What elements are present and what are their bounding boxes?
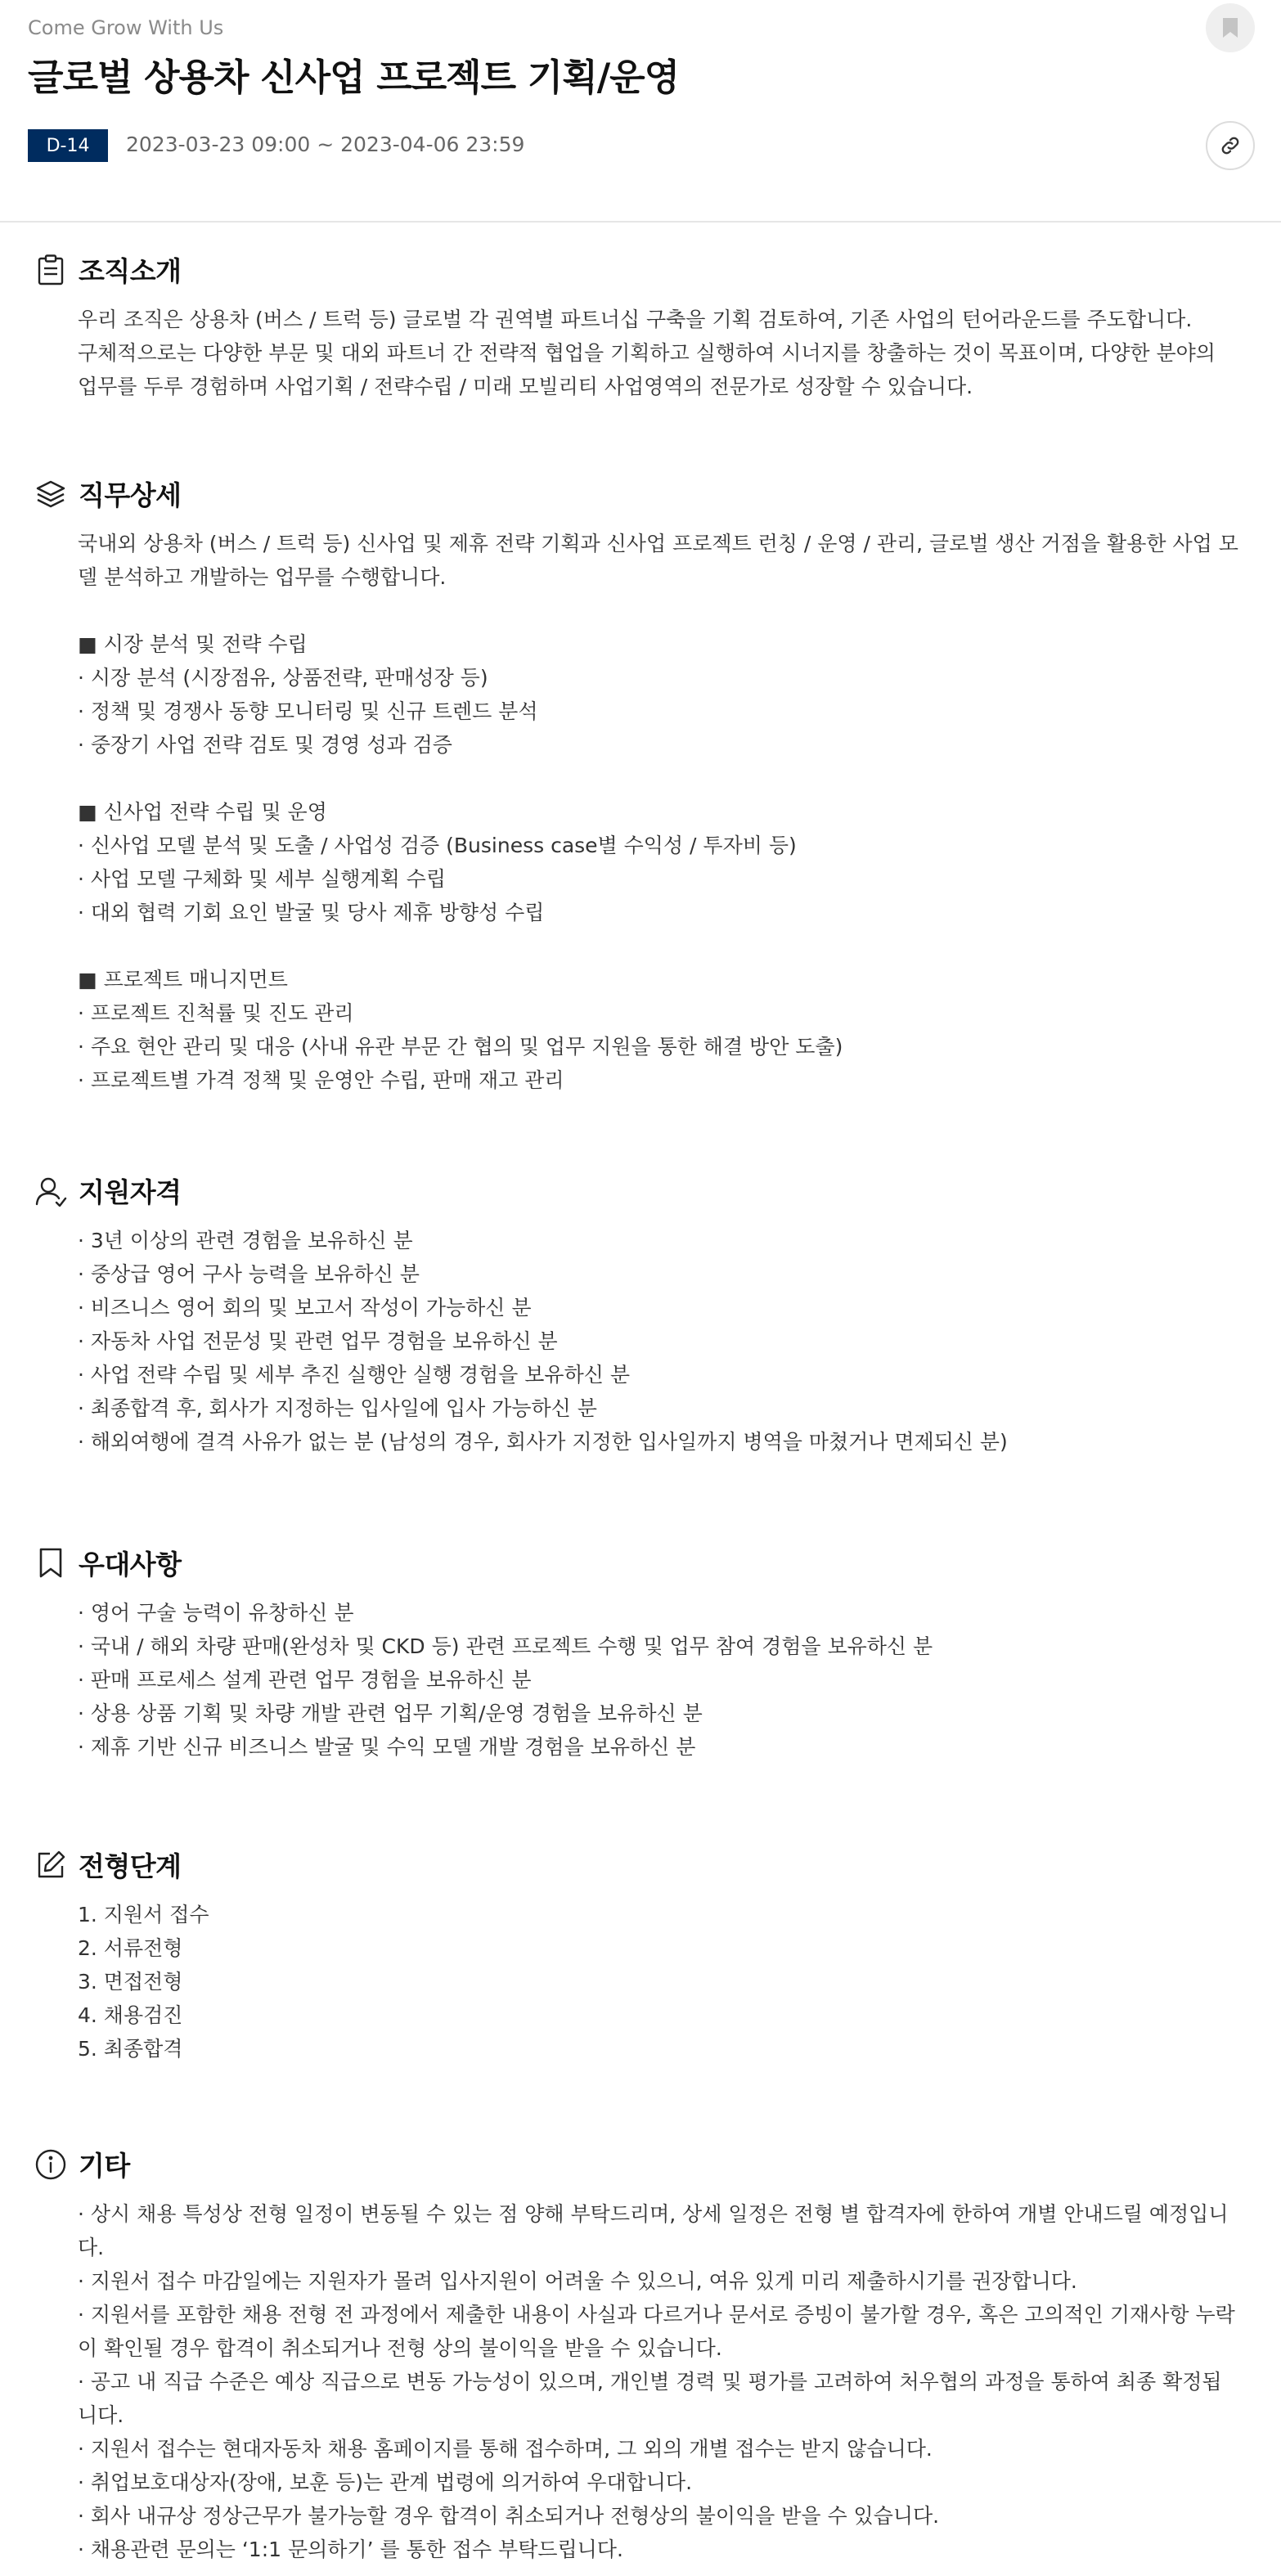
application-period: 2023-03-23 09:00 ~ 2023-04-06 23:59: [126, 133, 525, 156]
list-item: · 영어 구술 능력이 유창하신 분: [78, 1601, 354, 1625]
section-title: 직무상세: [79, 479, 182, 511]
section-body: [78, 2197, 1239, 2566]
list-item: · 중장기 사업 전략 검토 및 경영 성과 검증: [78, 733, 452, 757]
list-item: 3. 면접전형: [78, 1970, 183, 1994]
list-item: · 정책 및 경쟁사 동향 모니터링 및 신규 트렌드 분석: [78, 699, 538, 723]
list-item: 4. 채용검진: [78, 2003, 183, 2027]
list-item: · 공고 내 직급 수준은 예상 직급으로 변동 가능성이 있으며, 개인별 경력 및 평가를 고려하여 처우협의 과정을 통하여 최종 확정됩니다.: [78, 2370, 1222, 2427]
list-item: · 중상급 영어 구사 능력을 보유하신 분: [78, 1262, 420, 1286]
list-item: · 지원서 접수 마감일에는 지원자가 몰려 입사지원이 어려울 수 있으니, 여유 있게 미리 제출하시기를 권장합니다.: [78, 2269, 1077, 2293]
paragraph: 우리 조직은 상용차 (버스 / 트럭 등) 글로벌 각 권역별 파트너십 구축을 기획 검토하여, 기존 사업의 턴어라운드를 주도합니다.: [78, 308, 1193, 331]
task-list: [78, 829, 1239, 929]
section-body: [78, 1596, 1239, 1764]
step-list: [78, 1898, 1239, 2066]
list-item: · 취업보호대상자(장애, 보훈 등)는 관계 법령에 의거하여 우대합니다.: [78, 2470, 693, 2494]
list-item: · 비즈니스 영어 회의 및 보고서 작성이 가능하신 분: [78, 1296, 532, 1319]
paragraph: 구체적으로는 다양한 부문 및 대외 파트너 간 전략적 협업을 기획하고 실행하여 시너지를 창출하는 것이 목표이며, 다양한 분야의 업무를 두루 경험하며 사업기획 / 전략수립 / 미래 모빌리티 사업영역의 전문가로 성장할 수 있습니다.: [78, 341, 1216, 398]
bookmark-outline-icon: [33, 1545, 69, 1581]
notice-list: [78, 2197, 1239, 2566]
list-item: · 시장 분석 (시장점유, 상품전략, 판매성장 등): [78, 666, 488, 690]
subsection-heading: ■ 시장 분석 및 전략 수립: [78, 632, 308, 656]
section-header: [33, 1171, 182, 1210]
bookmark-button[interactable]: [1206, 3, 1255, 52]
subsection-heading: ■ 프로젝트 매니지먼트: [78, 968, 288, 991]
copy-link-button[interactable]: [1206, 121, 1255, 170]
list-item: · 제휴 기반 신규 비즈니스 발굴 및 수익 모델 개발 경험을 보유하신 분: [78, 1735, 696, 1759]
person-icon: [33, 1173, 69, 1209]
info-icon: [33, 2147, 69, 2183]
page-title: 글로벌 상용차 신사업 프로젝트 기획/운영: [28, 56, 680, 99]
list-item: · 사업 모델 구체화 및 세부 실행계획 수립: [78, 867, 446, 891]
list-item: · 사업 전략 수립 및 세부 추진 실행안 실행 경험을 보유하신 분: [78, 1363, 630, 1387]
section-header: [33, 1845, 182, 1884]
task-list: [78, 996, 1239, 1097]
edit-icon: [33, 1847, 69, 1883]
list-item: · 지원서를 포함한 채용 전형 전 과정에서 제출한 내용이 사실과 다르거나 문서로 증빙이 불가할 경우, 혹은 고의적인 기재사항 누락이 확인될 경우 합격이 취소되거나 전형 상의 불이익을 받을 수 있습니다.: [78, 2303, 1235, 2360]
link-icon: [1219, 134, 1242, 157]
section-title: 기타: [79, 2150, 130, 2182]
list-item: · 해외여행에 결격 사유가 없는 분 (남성의 경우, 회사가 지정한 입사일까지 병역을 마쳤거나 면제되신 분): [78, 1430, 1008, 1454]
clipboard-icon: [33, 252, 69, 288]
list-item: · 주요 현안 관리 및 대응 (사내 유관 부문 간 협의 및 업무 지원을 통한 해결 방안 도출): [78, 1035, 843, 1059]
list-item: · 자동차 사업 전문성 및 관련 업무 경험을 보유하신 분: [78, 1329, 558, 1353]
section-header: [33, 1544, 182, 1582]
task-list: [78, 661, 1239, 762]
list-item: · 국내 / 해외 차량 판매(완성차 및 CKD 등) 관련 프로젝트 수행 및 업무 참여 경험을 보유하신 분: [78, 1634, 933, 1658]
list-item: 2. 서류전형: [78, 1936, 183, 1960]
list-item: · 채용관련 문의는 ‘1:1 문의하기’ 를 통한 접수 부탁드립니다.: [78, 2538, 623, 2561]
list-item: · 판매 프로세스 설계 관련 업무 경험을 보유하신 분: [78, 1668, 532, 1692]
section-header: [33, 2145, 130, 2183]
list-item: · 프로젝트 진척률 및 진도 관리: [78, 1001, 354, 1025]
preference-list: [78, 1596, 1239, 1764]
section-header: [33, 474, 182, 513]
paragraph: 국내외 상용차 (버스 / 트럭 등) 신사업 및 제휴 전략 기획과 신사업 프로젝트 런칭 / 운영 / 관리, 글로벌 생산 거점을 활용한 사업 모델 분석하고 개발하는 업무를 수행합니다.: [78, 532, 1238, 589]
list-item: 1. 지원서 접수: [78, 1903, 209, 1926]
list-item: · 대외 협력 기회 요인 발굴 및 당사 제휴 방향성 수립: [78, 901, 545, 924]
list-item: · 3년 이상의 관련 경험을 보유하신 분: [78, 1229, 413, 1252]
subsection-heading: ■ 신사업 전략 수립 및 운영: [78, 800, 327, 824]
section-body: [78, 527, 1239, 1097]
list-item: · 지원서 접수는 현대자동차 채용 홈페이지를 통해 접수하며, 그 외의 개별 접수는 받지 않습니다.: [78, 2437, 933, 2461]
layers-icon: [33, 476, 69, 512]
section-body: [78, 1224, 1239, 1459]
list-item: · 최종합격 후, 회사가 지정하는 입사일에 입사 가능하신 분: [78, 1396, 597, 1420]
section-title: 조직소개: [79, 255, 182, 287]
list-item: 5. 최종합격: [78, 2037, 183, 2061]
qualification-list: [78, 1224, 1239, 1459]
section-title: 전형단계: [79, 1850, 182, 1882]
list-item: · 상용 상품 기획 및 차량 개발 관련 업무 기획/운영 경험을 보유하신 분: [78, 1702, 703, 1725]
section-body: [78, 303, 1239, 403]
brand-slogan: Come Grow With Us: [28, 16, 224, 39]
posting-header: [0, 0, 1281, 223]
section-header: [33, 250, 182, 289]
dday-badge: D-14: [28, 129, 108, 162]
section-title: 우대사항: [79, 1549, 182, 1580]
list-item: · 상시 채용 특성상 전형 일정이 변동될 수 있는 점 양해 부탁드리며, 상세 일정은 전형 별 합격자에 한하여 개별 안내드릴 예정입니다.: [78, 2202, 1229, 2259]
section-body: [78, 1898, 1239, 2066]
list-item: · 프로젝트별 가격 정책 및 운영안 수립, 판매 재고 관리: [78, 1068, 564, 1092]
bookmark-icon: [1221, 17, 1239, 38]
list-item: · 회사 내규상 정상근무가 불가능할 경우 합격이 취소되거나 전형상의 불이익을 받을 수 있습니다.: [78, 2504, 940, 2528]
list-item: · 신사업 모델 분석 및 도출 / 사업성 검증 (Business case별 수익성 / 투자비 등): [78, 834, 797, 857]
section-title: 지원자격: [79, 1176, 182, 1208]
